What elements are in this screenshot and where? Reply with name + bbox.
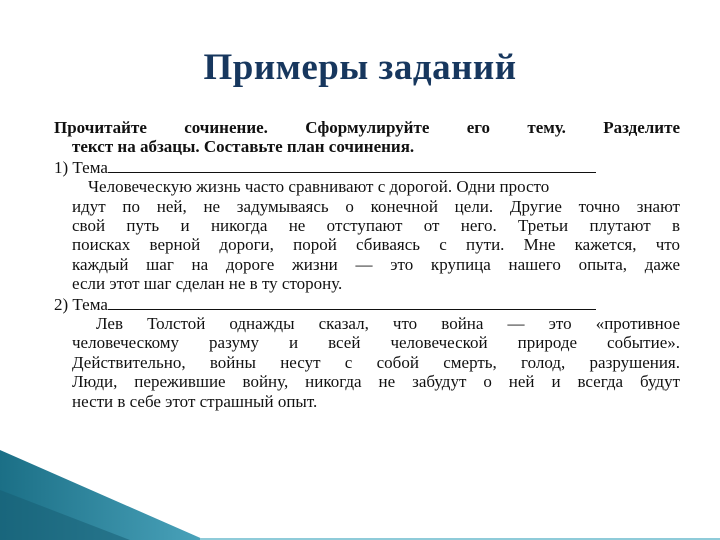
item-1-essay-line: свой путь и никогда не отступают от него. Третьи плутают в [72,216,680,236]
item-1-answer-blank [108,158,596,173]
task-instruction [54,118,680,157]
item-1-essay-line: поисках верной дороги, порой сбиваясь с пути. Мне кажется, что [72,235,680,255]
item-1-essay-line: Человеческую жизнь часто сравнивают с дорогой. Одни просто [88,177,550,197]
corner-decoration [0,450,720,540]
item-2-essay [54,314,680,411]
slide-title: Примеры заданий [203,47,517,88]
item-1-essay [54,177,680,293]
item-2-essay-line: Люди, пережившие войну, никогда не забудут о ней и всегда будут [72,372,680,392]
item-2-essay-line: нести в себе этот страшный опыт. [72,391,318,411]
item-2-answer-blank [108,295,596,310]
decor-dark-wedge [0,450,205,540]
item-2-essay-line: Лев Толстой однажды сказал, что война — это «противное [96,314,680,334]
item-1-heading [54,158,680,177]
decor-shade [0,490,130,540]
instruction-line-2: текст на абзацы. Составьте план сочинения. [72,137,415,157]
item-1-essay-line: идут по ней, не задумываясь о конечной цели. Другие точно знают [72,196,680,216]
task-content [54,118,680,411]
item-2-essay-line: человеческому разуму и всей человеческой природе событие». [72,333,680,353]
item-2-label: 2) Тема [54,294,108,314]
item-1-label: 1) Тема [54,157,108,177]
item-1-essay-line: если этот шаг сделан не в ту сторону. [72,274,343,294]
instruction-line-1: Прочитайте сочинение. Сформулируйте его тему. Разделите [54,118,680,137]
item-1-essay-line: каждый шаг на дороге жизни — это крупица нашего опыта, даже [72,254,680,274]
decor-light-band [0,470,720,540]
item-2-heading [54,295,680,314]
item-2-essay-line: Действительно, войны несут с собой смерть, голод, разрушения. [72,352,680,372]
